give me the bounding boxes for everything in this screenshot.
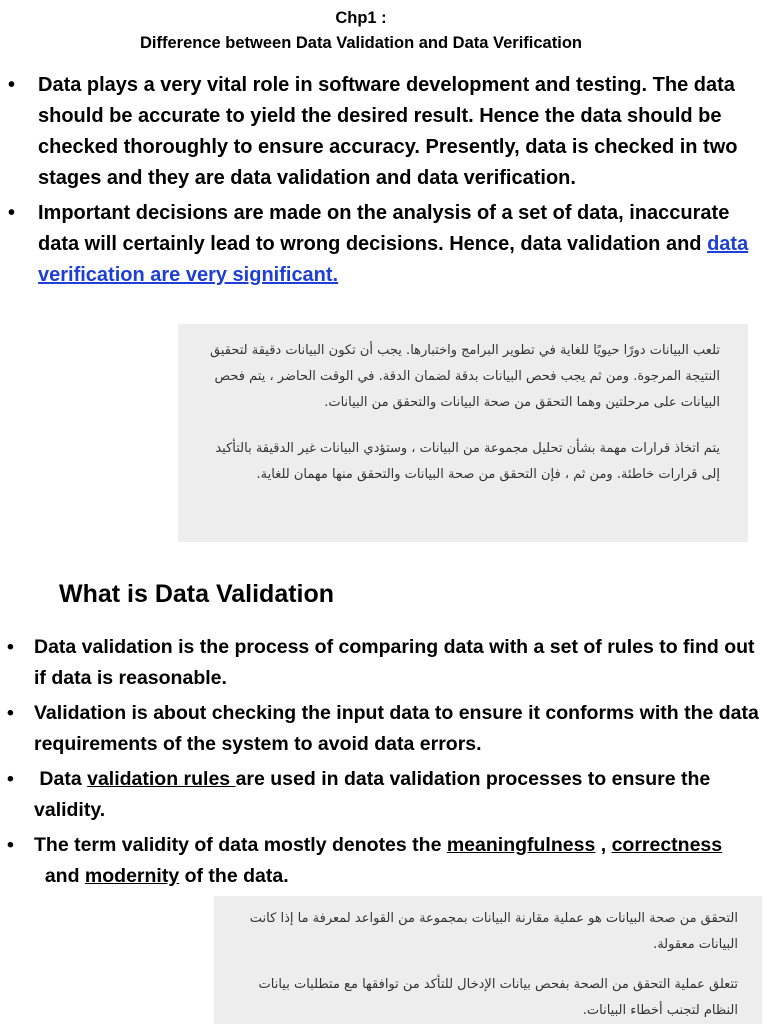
validation-rules-term: validation rules bbox=[87, 768, 236, 790]
section-heading: What is Data Validation bbox=[59, 580, 335, 608]
validation-bullet-text: Validation is about checking the input data to ensure it conforms with the data requirements of the system to avoid data errors. bbox=[34, 702, 759, 755]
page-title bbox=[0, 6, 722, 56]
bullet-icon: • bbox=[7, 834, 14, 856]
list-item bbox=[7, 830, 766, 892]
verification-link[interactable]: data verification are very significant. bbox=[38, 233, 749, 286]
arabic-paragraph: التحقق من صحة البيانات هو عملية مقارنة البيانات بمجموعة من القواعد لمعرفة ما إذا كانت البيانات معقولة. bbox=[249, 911, 738, 952]
validation-bullet-list bbox=[7, 632, 766, 896]
validation-bullet-text: Data validation is the process of comparing data with a set of rules to find out if data is reasonable. bbox=[34, 636, 755, 689]
intro-bullet-list bbox=[8, 70, 760, 295]
intro-bullet-text: Important decisions are made on the analysis of a set of data, inaccurate data will certainly lead to wrong decisions. Hence, data validation and bbox=[38, 202, 730, 255]
modernity-term: modernity bbox=[84, 865, 180, 887]
list-item bbox=[8, 198, 760, 291]
bullet-icon: • bbox=[7, 636, 14, 658]
chapter-label: Chp1 : bbox=[335, 9, 387, 27]
arabic-paragraph: تلعب البيانات دورًا حيويًا للغاية في تطوير البرامج واختبارها. يجب أن تكون البيانات دقيقة لتحقيق النتيجة المرجوة. ومن ثم يجب فحص البيانات بدقة لضمان الدقة. في الوقت الحاضر ، يتم فحص البيانات على مرحلتين وهما التحقق من صحة البيانات والتحقق من البيانات. bbox=[209, 343, 720, 410]
validation-bullet-text: are used in data validation processes to ensure the validity. bbox=[34, 768, 711, 821]
arabic-paragraph: يتم اتخاذ قرارات مهمة بشأن تحليل مجموعة من البيانات ، وستؤدي البيانات غير الدقيقة بالتأكيد إلى قرارات خاطئة. ومن ثم ، فإن التحقق من صحة البيانات والتحقق منها مهمان للغاية. bbox=[215, 441, 720, 482]
separator-text: , bbox=[595, 834, 612, 856]
title-text: Difference between Data Validation and Data Verification bbox=[140, 34, 582, 52]
arabic-translation-box bbox=[178, 324, 748, 542]
intro-bullet-text: Data plays a very vital role in software development and testing. The data should be accurate to yield the desired result. Hence the data should be checked thoroughly to ensure accuracy. Presently, data is checked in two stages and they are data validation and data verification. bbox=[38, 74, 738, 189]
bullet-icon: • bbox=[7, 768, 14, 790]
meaningfulness-term: meaningfulness bbox=[446, 834, 596, 856]
separator-text: and bbox=[34, 865, 85, 887]
correctness-term: correctness bbox=[611, 834, 723, 856]
list-item bbox=[7, 764, 766, 826]
list-item bbox=[7, 698, 766, 760]
bullet-icon: • bbox=[8, 74, 16, 96]
arabic-paragraph: تتعلق عملية التحقق من الصحة بفحص بيانات الإدخال للتأكد من توافقها مع متطلبات بيانات النظام لتجنب أخطاء البيانات. bbox=[258, 977, 738, 1018]
validation-bullet-text: Data bbox=[34, 768, 88, 790]
validation-bullet-text: of the data. bbox=[179, 865, 289, 887]
list-item bbox=[8, 70, 760, 194]
list-item bbox=[7, 632, 766, 694]
bullet-icon: • bbox=[7, 702, 14, 724]
bullet-icon: • bbox=[8, 202, 16, 224]
validation-bullet-text: The term validity of data mostly denotes the bbox=[34, 834, 447, 856]
arabic-translation-box bbox=[214, 896, 762, 1024]
